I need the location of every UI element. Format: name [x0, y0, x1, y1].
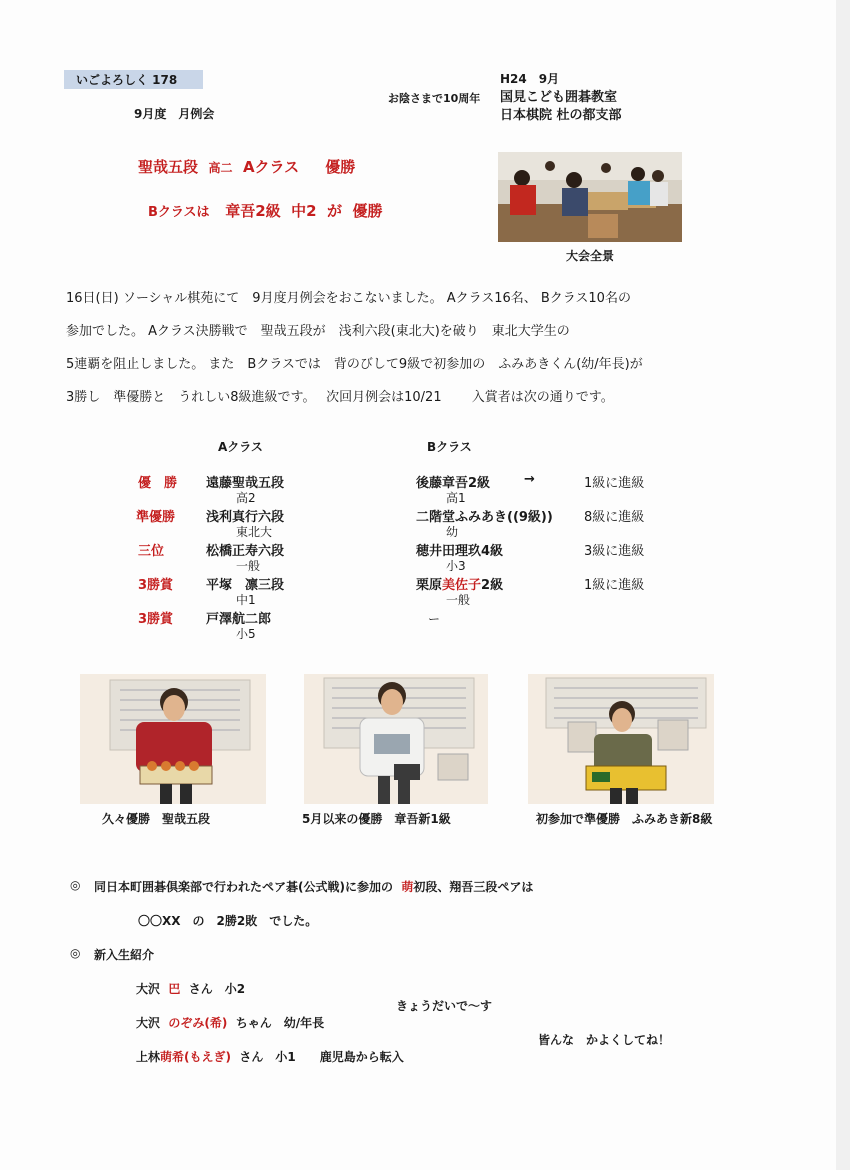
b-promo-4: 1級に進級	[584, 578, 645, 593]
b-name-1: 後藤章吾2級	[416, 476, 491, 491]
headline-winner-a: 聖哉五段	[138, 158, 199, 176]
newcomer-2-surname: 大沢	[136, 1016, 161, 1030]
headline-class-b: Bクラスは	[148, 205, 210, 220]
scan-edge	[836, 0, 850, 1170]
b-promo-1: 1級に進級	[584, 476, 645, 491]
a-rank-2: 準優勝	[136, 510, 176, 525]
monthly-meet-label: 9月度 月例会	[134, 107, 215, 121]
newcomer-3-info: さん 小1 鹿児島から転入	[239, 1050, 404, 1064]
headline-grade-a: 高二	[208, 161, 233, 175]
a-grade-5: 小5	[236, 627, 256, 641]
report-line-3: 5連覇を阻止しました。 また Bクラスでは 背のびして9級で初参加の ふみあきくん(幼/年長)が	[66, 357, 643, 372]
bullet-icon: ◎	[70, 878, 81, 892]
newcomer-3	[136, 1048, 404, 1065]
report-line-1: 16日(日) ソーシャル棋苑にて 9月度月例会をおこないました。 Aクラス16名、 Bクラス10名の	[66, 291, 631, 306]
b-promo-3: 3級に進級	[584, 544, 645, 559]
tournament-photo-caption: 大会全景	[566, 249, 615, 263]
b-grade-1: 高1	[446, 491, 466, 505]
issue-tag: いごよろしく 178	[64, 70, 203, 89]
a-rank-5: 3勝賞	[138, 612, 174, 627]
headline-win-b: 優勝	[352, 202, 383, 220]
b-class-header: Bクラス	[427, 440, 472, 454]
a-grade-1: 高2	[236, 491, 256, 505]
org-name-2: 日本棋院 杜の都支部	[500, 108, 622, 123]
a-name-1: 遠藤聖哉五段	[206, 476, 285, 491]
headline-ga: が	[326, 202, 342, 220]
newcomer-1-given: 巴	[168, 982, 181, 996]
b-name-3: 穂井田理玖4級	[416, 544, 504, 559]
a-rank-3: 三位	[138, 544, 165, 559]
b-dash: ー	[428, 612, 441, 626]
b-name-4-surname: 栗原	[416, 578, 443, 593]
newcomer-2	[136, 1014, 324, 1031]
pair-go-text-b: 初段、翔吾三段ペアは	[413, 880, 534, 894]
newcomer-1-info: さん 小2	[188, 982, 246, 996]
b-name-4-rank: 2級	[481, 578, 504, 593]
a-grade-4: 中1	[236, 593, 256, 607]
b-promo-2: 8級に進級	[584, 510, 645, 525]
winner-photo-b	[304, 674, 488, 804]
pair-go-line-2: 〇〇XX の 2勝2敗 でした。	[138, 914, 318, 928]
a-grade-2: 東北大	[236, 525, 273, 539]
b-name-2: 二階堂ふみあき((9級))	[416, 510, 553, 525]
date-label: H24 9月	[500, 72, 560, 86]
headline-line-1	[138, 156, 355, 177]
a-name-2: 浅利真行六段	[206, 510, 285, 525]
newcomer-3-surname: 上林	[136, 1050, 161, 1064]
a-name-4: 平塚 凛三段	[206, 578, 285, 593]
b-grade-2: 幼	[446, 525, 459, 539]
newcomer-3-given: 萌希(もえぎ)	[160, 1050, 231, 1064]
newcomer-2-info: ちゃん 幼/年長	[235, 1016, 325, 1030]
winner-photo-a	[80, 674, 266, 804]
winner-photo-c	[528, 674, 714, 804]
pair-go-name-red: 萌	[401, 880, 414, 894]
b-grade-4: 一般	[446, 593, 471, 607]
headline-grade-b: 中2	[291, 202, 317, 220]
photo-caption-b: 5月以来の優勝 章吾新1級	[302, 812, 451, 826]
a-rank-1: 優 勝	[138, 476, 178, 491]
b-grade-3: 小3	[446, 559, 466, 573]
arrow-icon: →	[524, 472, 535, 487]
welcome-note: 皆んな かよくしてね！	[538, 1033, 671, 1047]
headline-winner-b: 章吾2級	[225, 202, 281, 220]
b-name-4-given: 美佐子	[442, 578, 482, 593]
headline-win-a: 優勝	[325, 158, 356, 176]
pair-go-text-a: 同日本町囲碁倶楽部で行われたペア碁(公式戦)に参加の	[94, 880, 393, 894]
photo-caption-c: 初参加で準優勝 ふみあき新8級	[536, 812, 713, 826]
siblings-note: きょうだいで～す	[396, 999, 493, 1013]
report-line-4: 3勝し 準優勝と うれしい8級進級です。 次回月例会は10/21 入賞者は次の通りです。	[66, 390, 614, 405]
a-name-5: 戸澤航二郎	[206, 612, 272, 627]
newcomer-2-given: のぞみ(希)	[168, 1016, 228, 1030]
a-grade-3: 一般	[236, 559, 261, 573]
pair-go-line-1	[94, 878, 533, 895]
a-rank-4: 3勝賞	[138, 578, 174, 593]
tournament-photo	[498, 152, 682, 242]
report-line-2: 参加でした。 Aクラス決勝戦で 聖哉五段が 浅利六段(東北大)を破り 東北大学生の	[66, 324, 570, 339]
bullet-icon: ◎	[70, 946, 81, 960]
a-name-3: 松橋正寿六段	[206, 544, 285, 559]
headline-class-a: Aクラス	[242, 158, 300, 176]
org-name-1: 国見こども囲碁教室	[500, 90, 618, 105]
headline-line-2	[148, 200, 382, 221]
newcomer-1	[136, 980, 245, 997]
photo-caption-a: 久々優勝 聖哉五段	[102, 812, 211, 826]
anniversary-label: お陰さまで10周年	[388, 92, 481, 105]
a-class-header: Aクラス	[218, 440, 263, 454]
newcomer-1-surname: 大沢	[136, 982, 161, 996]
newcomers-title: 新入生紹介	[94, 948, 155, 962]
